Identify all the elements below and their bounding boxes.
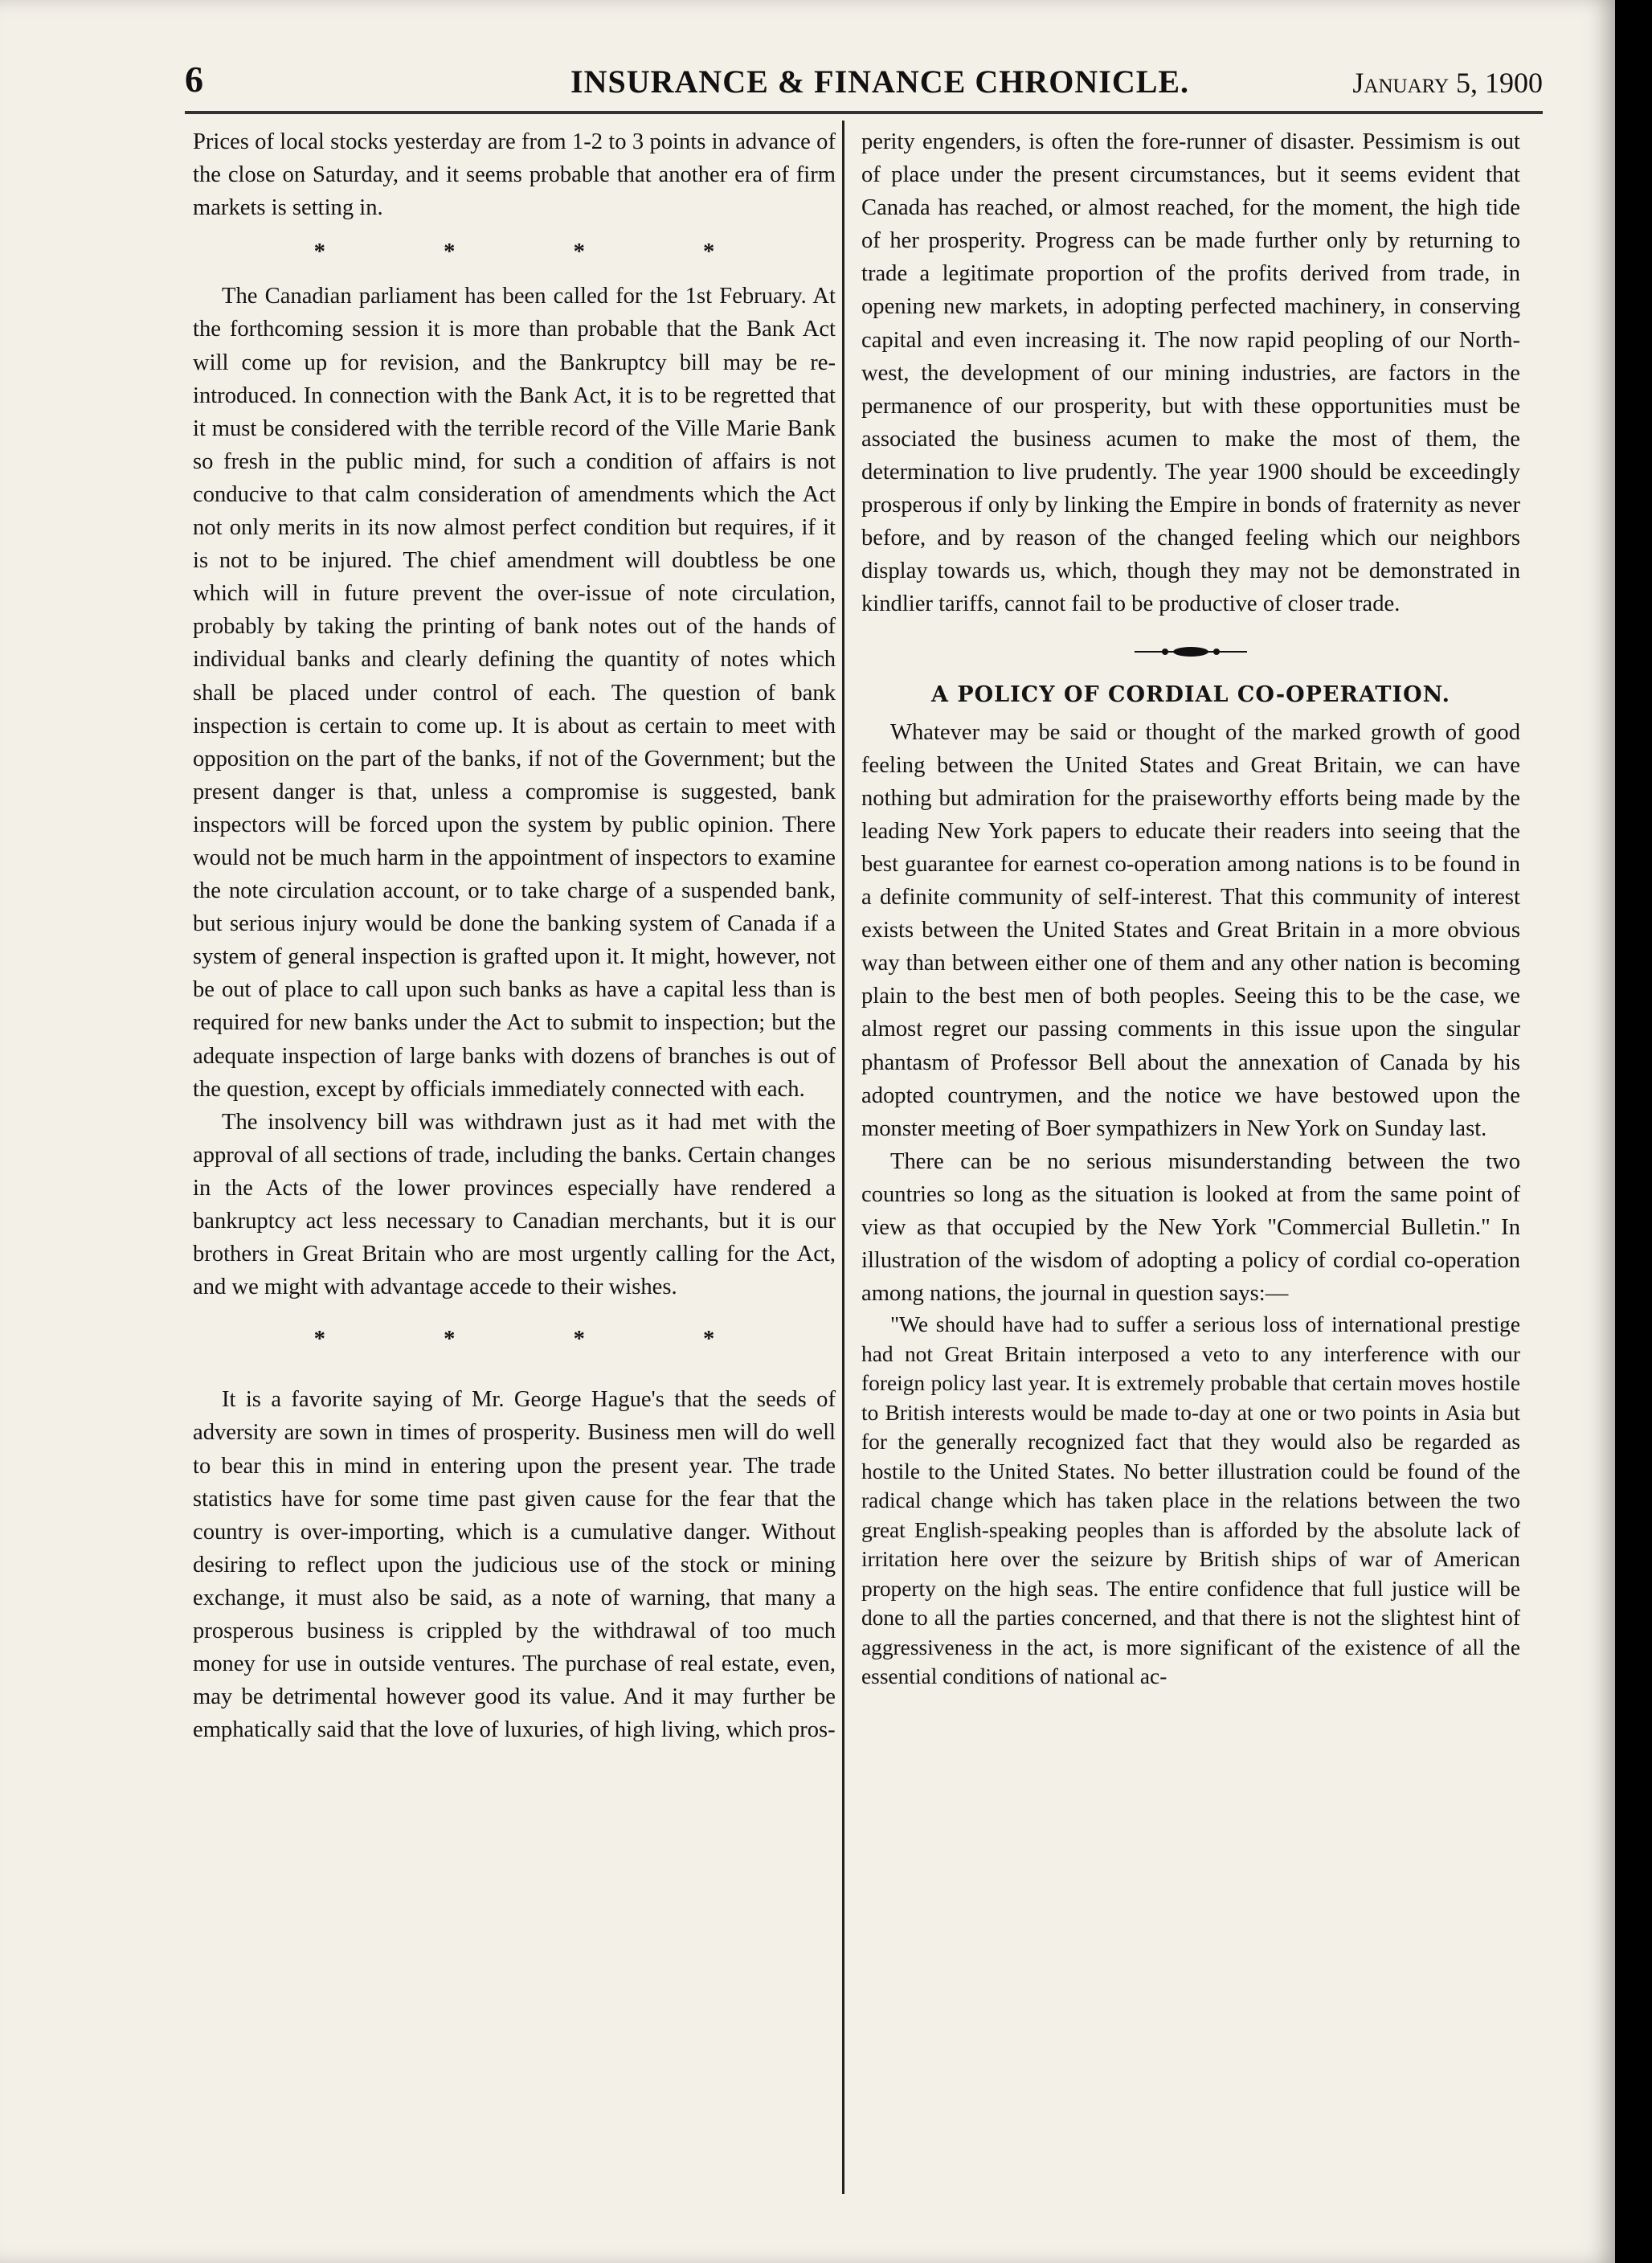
- quoted-passage: "We should have had to suffer a serious loss of international prestige had not Great Britain interposed a veto to any interference with our foreign policy last year. It is extremely probable that certain moves hostile to British interests would be made to-day at one or two points in Asia but for the generally recognized fact that they would also be regarded as hostile to the United States. No better illustration could be found of the radical change which has taken place in the relations between the two great English-speaking peoples than is afforded by the absolute lack of irritation here over the seizure by British ships of war of American property on the high seas. The entire confidence that full justice will be done to all the parties concerned, and that there is not the slightest hint of aggressiveness in the act, is more significant of the existence of all the essential conditions of national ac-: [861, 1312, 1520, 1689]
- paragraph-adversity: It is a favorite saying of Mr. George Hague's that the seeds of adversity are sown in times of prosperity. Business men will do well to bear this in mind in entering upon the present year. The trade statistics have for some time past given cause for the fear that the country is over-importing, which is a cumulative danger. Without desiring to reflect upon the judicious use of the stock or mining exchange, it must also be said, as a note of warning, that many a prosperous business is crippled by the withdrawal of too much money for use in outside ventures. The purchase of real estate, even, may be detrimental however good its value. And it may further be emphatically said that the love of luxuries, of high living, which pros-: [193, 1387, 836, 1743]
- section-title: A POLICY OF CORDIAL CO-OPERATION.: [931, 681, 1450, 707]
- page-number: 6: [185, 59, 203, 100]
- left-column: [193, 125, 836, 1746]
- page-header: [185, 58, 1543, 114]
- masthead-title: INSURANCE & FINANCE CHRONICLE.: [570, 63, 1190, 100]
- section-separator: * * * *: [313, 239, 771, 265]
- issue-date: January 5, 1900: [1352, 67, 1543, 99]
- paragraph-cordial-cooperation: Whatever may be said or thought of the marked growth of good feeling between the United States and Great Britain, we can have nothing but admiration for the praiseworthy efforts being made by the leading New York papers to educate their readers into seeing that the best guarantee for earnest co-operation among nations is to be found in a definite community of self-interest. That this community of interest exists between the United States and Great Britain in a more obvious way than between either one of them and any other nation is becoming plain to the best men of both peoples. Seeing this to be the case, we almost regret our passing comments in this issue upon the singular phantasm of Professor Bell about the annexation of Canada by his adopted countrymen, and the notice we have bestowed upon the monster meeting of Boer sympathizers in New York on Sunday last.: [861, 719, 1520, 1141]
- paragraph-misunderstanding: There can be no serious misunderstanding between the two countries so long as the situation is looked at from the same point of view as that occupied by the New York "Commercial Bulletin." In illustration of the wisdom of adopting a policy of cordial co-operation among nations, the journal in question says:—: [861, 1148, 1520, 1307]
- header-rule: [185, 111, 1543, 114]
- right-column: [861, 125, 1520, 1692]
- paragraph-prosperity: perity engenders, is often the fore-runner of disaster. Pessimism is out of place under the present circumstances, but it seems evident that Canada has reached, or almost reached, for the moment, the high tide of her prosperity. Progress can be made further only by returning to trade a legitimate proportion of the profits derived from trade, in opening new markets, in adopting perfected machinery, in conserving capital and even increasing it. The now rapid peopling of our North-west, the development of our mining industries, are factors in the permanence of our prosperity, but with these opportunities must be associated the business acumen to make the most of them, the determination to live prudently. The year 1900 should be exceedingly prosperous if only by linking the Empire in bonds of fraternity as never before, and by reason of the changed feeling which our neighbors display towards us, which, though they may not be demonstrated in kindlier tariffs, cannot fail to be productive of closer trade.: [861, 129, 1520, 617]
- paragraph-insolvency-bill: The insolvency bill was withdrawn just as it had met with the approval of all sections of trade, including the banks. Certain changes in the Acts of the lower provinces especially have rendered a bankruptcy act less necessary to Canadian merchants, but it is our brothers in Great Britain who are most urgently calling for the Act, and we might with advantage accede to their wishes.: [193, 1109, 836, 1300]
- paragraph-parliament: The Canadian parliament has been called for the 1st February. At the forthcoming session it is more than probable that the Bank Act will come up for revision, and the Bankruptcy bill may be re-introduced. In connection with the Bank Act, it is to be regretted that it must be considered with the terrible record of the Ville Marie Bank so fresh in the public mind, for such a condition of affairs is not conducive to that calm consideration of amendments which the Act not only merits in its now almost perfect condition but requires, if it is not to be injured. The chief amendment will doubtless be one which will in future prevent the over-issue of note circulation, probably by taking the printing of bank notes out of the hands of individual banks and clearly defining the quantity of notes which shall be placed under control of each. The question of bank inspection is certain to come up. It is about as certain to meet with opposition on the part of the banks, if not of the Government; but the present danger is that, unless a compromise is suggested, bank inspectors will be forced upon the system by public opinion. There would not be much harm in the appointment of inspectors to examine the note circulation account, or to take charge of a suspended bank, but serious injury would be done the banking system of Canada if a system of general inspection is grafted upon it. It might, however, not be out of place to call upon such banks as have a capital less than is required for new banks under the Act to submit to inspection; but the adequate inspection of large banks with dozens of branches is out of the question, except by officials immediately connected with each.: [193, 284, 836, 1102]
- paragraph-stock-prices: Prices of local stocks yesterday are from 1-2 to 3 points in advance of the close on Saturday, and it seems probable that another era of firm markets is setting in.: [193, 129, 836, 221]
- ornament-divider: [861, 635, 1520, 668]
- section-separator: * * * *: [313, 1327, 771, 1352]
- column-divider: [842, 121, 844, 2194]
